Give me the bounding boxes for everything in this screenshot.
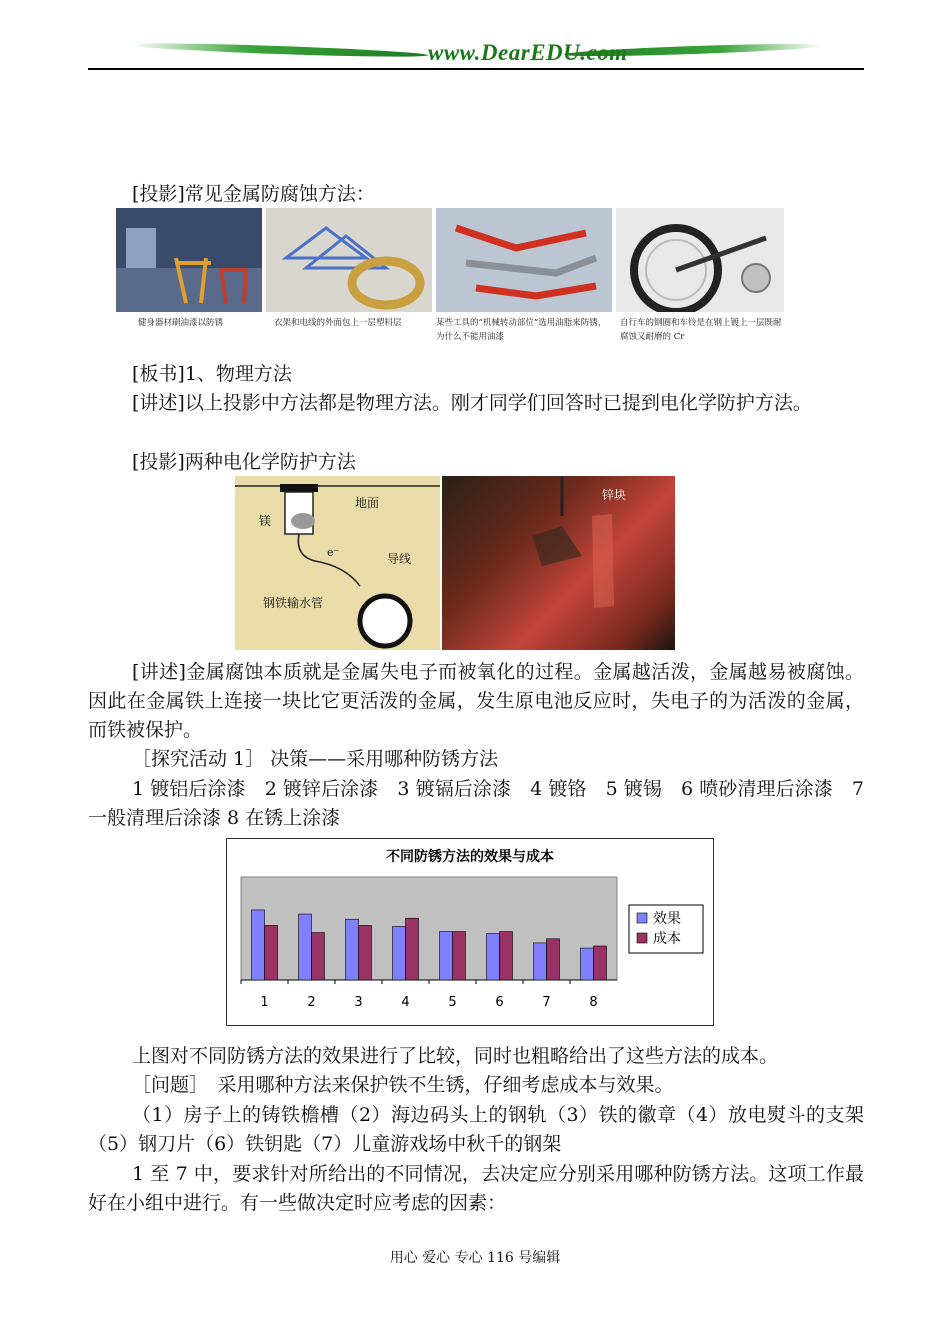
label-wire: 导线 bbox=[387, 552, 412, 566]
paragraph-chart-summary: 上图对不同防锈方法的效果进行了比较，同时也粗略给出了这些方法的成本。 bbox=[132, 1045, 779, 1067]
photo-caption-1: 健身器材刷油漆以防锈 bbox=[138, 318, 224, 328]
paragraph-board-1: [板书]1、物理方法 bbox=[132, 363, 292, 385]
legend-swatch-成本 bbox=[637, 933, 647, 943]
bar-效果-5 bbox=[440, 932, 453, 980]
bar-成本-2 bbox=[312, 933, 325, 980]
bar-成本-8 bbox=[594, 946, 607, 980]
photo-caption-2: 衣架和电线的外面包上一层塑料层 bbox=[274, 318, 402, 328]
legend-label-成本: 成本 bbox=[653, 931, 681, 947]
bicycle-photo bbox=[616, 208, 784, 312]
site-logo[interactable]: www.DearEDU.com bbox=[428, 40, 628, 65]
bar-成本-7 bbox=[547, 939, 560, 980]
paragraph-question: ［问题］ 采用哪种方法来保护铁不生锈，仔细考虑成本与效果。 bbox=[132, 1074, 674, 1096]
paragraph-lecture-1: [讲述]以上投影中方法都是物理方法。刚才同学们回答时已提到电化学防护方法。 bbox=[132, 392, 812, 414]
paragraph-projection-2: [投影]两种电化学防护方法 bbox=[132, 451, 356, 473]
header-swoosh-left bbox=[128, 41, 428, 59]
ship-hull-photo bbox=[442, 476, 675, 650]
sacrificial-anode-diagram bbox=[235, 476, 440, 650]
gym-equipment-photo bbox=[116, 208, 262, 312]
x-tick-label: 3 bbox=[354, 995, 363, 1010]
bar-成本-4 bbox=[406, 918, 419, 980]
paragraph-lecture-2: [讲述]金属腐蚀本质就是金属失电子而被氧化的过程。金属越活泼，金属越易被腐蚀。因此在金属铁上连接一块比它更活泼的金属，发生原电池反应时，失电子的为活泼的金属，而铁被保护。 bbox=[88, 661, 864, 741]
chart-canvas bbox=[227, 839, 713, 1025]
photo-strip bbox=[116, 208, 784, 348]
electrochemical-figure bbox=[235, 476, 675, 650]
label-steel-pipe: 钢铁输水管 bbox=[263, 596, 324, 610]
x-tick-label: 4 bbox=[401, 995, 410, 1010]
bar-效果-6 bbox=[487, 934, 500, 980]
label-zinc-block: 锌块 bbox=[602, 488, 627, 502]
paragraph-methods-list: 1 镀铝后涂漆 2 镀锌后涂漆 3 镀镉后涂漆 4 镀铬 5 镀锡 6 喷砂清理后涂漆 7 一般清理后涂漆 8 在锈上涂漆 bbox=[88, 778, 864, 829]
label-magnesium: 镁 bbox=[259, 514, 272, 528]
paragraph-cases: （1）房子上的铸铁檐槽（2）海边码头上的钢轨（3）铁的徽章（4）放电熨斗的支架（5）钢刀片（6）铁钥匙（7）儿童游戏场中秋千的钢架 bbox=[88, 1104, 864, 1155]
bar-效果-8 bbox=[581, 948, 594, 980]
x-tick-label: 6 bbox=[495, 995, 504, 1010]
photo-caption-3: 某些工具的“机械转动部位”选用油脂来防锈，为什么不能用油漆 bbox=[436, 318, 607, 342]
page-header bbox=[88, 36, 864, 70]
bar-成本-1 bbox=[265, 925, 278, 980]
label-ground: 地面 bbox=[355, 496, 380, 510]
paragraph-activity-title: ［探究活动 1］ 决策——采用哪种防锈方法 bbox=[132, 748, 499, 770]
bar-效果-1 bbox=[252, 910, 265, 980]
bar-效果-3 bbox=[346, 919, 359, 980]
bar-成本-3 bbox=[359, 925, 372, 980]
paragraph-projection-1: [投影]常见金属防腐蚀方法： bbox=[132, 183, 375, 205]
bar-效果-7 bbox=[534, 943, 547, 980]
tools-photo bbox=[436, 208, 612, 312]
legend-label-效果: 效果 bbox=[653, 911, 681, 927]
bar-成本-5 bbox=[453, 932, 466, 980]
x-tick-label: 7 bbox=[542, 995, 551, 1010]
x-tick-label: 5 bbox=[448, 995, 457, 1010]
label-electron: e⁻ bbox=[327, 546, 340, 559]
x-tick-label: 2 bbox=[307, 995, 316, 1010]
x-tick-label: 1 bbox=[260, 995, 269, 1010]
rust-protection-chart bbox=[226, 838, 714, 1026]
bar-效果-4 bbox=[393, 926, 406, 980]
x-tick-label: 8 bbox=[589, 995, 598, 1010]
photo-caption-4: 自行车的钢圈和车铃是在钢上镀上一层既耐腐蚀又耐磨的 Cr bbox=[620, 318, 782, 342]
legend-swatch-效果 bbox=[637, 913, 647, 923]
bar-效果-2 bbox=[299, 914, 312, 980]
header-rule bbox=[88, 68, 864, 70]
chart-title: 不同防锈方法的效果与成本 bbox=[386, 849, 554, 865]
bar-成本-6 bbox=[500, 932, 513, 980]
plot-area bbox=[241, 877, 617, 980]
page-footer: 用心 爱心 专心 116 号编辑 bbox=[389, 1250, 561, 1266]
hanger-wire-photo bbox=[266, 208, 432, 312]
paragraph-instructions: 1 至 7 中，要求针对所给出的不同情况，去决定应分别采用哪种防锈方法。这项工作最好在小组中进行。有一些做决定时应考虑的因素： bbox=[88, 1163, 864, 1214]
